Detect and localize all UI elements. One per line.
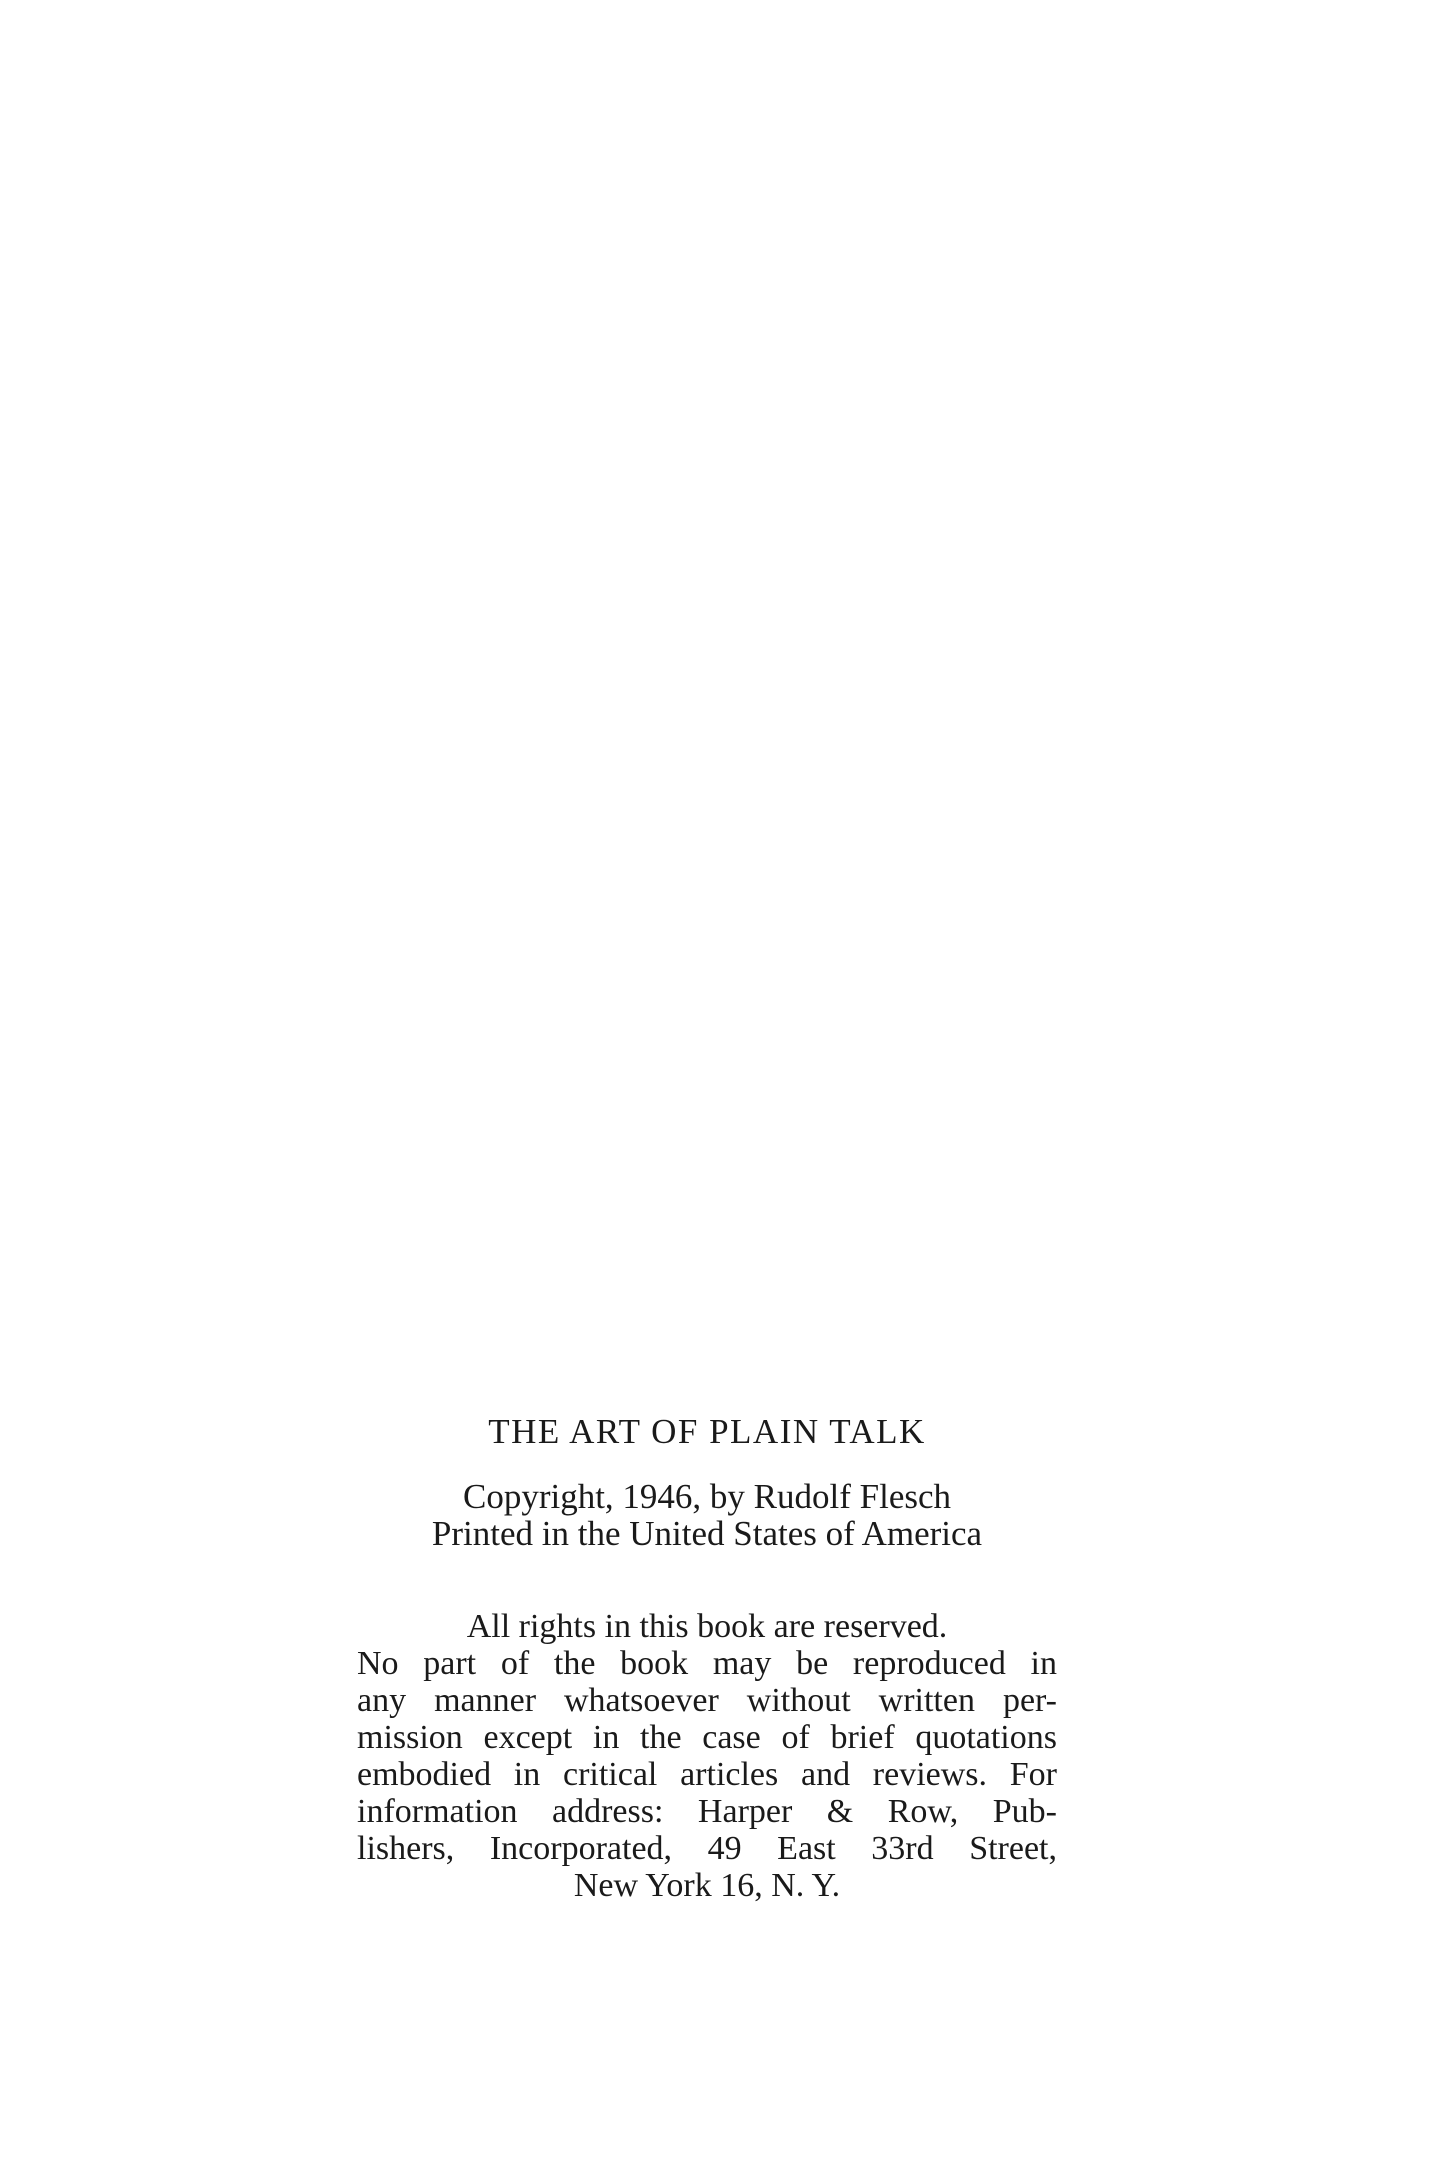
rights-line: embodied in critical articles and reviews. For — [357, 1756, 1057, 1793]
copyright-line: Copyright, 1946, by Rudolf Flesch — [462, 1477, 952, 1516]
rights-line: mission except in the case of brief quotations — [357, 1719, 1057, 1756]
book-title: THE ART OF PLAIN TALK — [488, 1412, 926, 1451]
rights-first-line: All rights in this book are reserved. — [466, 1608, 948, 1645]
printed-in-line: Printed in the United States of America — [431, 1514, 983, 1553]
rights-line: No part of the book may be reproduced in — [357, 1645, 1057, 1682]
rights-notice — [357, 1608, 1057, 1904]
copyright-notice — [357, 1478, 1057, 1552]
rights-line: any manner whatsoever without written per- — [357, 1682, 1057, 1719]
rights-line: information address: Harper & Row, Pub- — [357, 1793, 1057, 1830]
copyright-page — [357, 1410, 1057, 1904]
rights-last-line: New York 16, N. Y. — [573, 1867, 841, 1904]
rights-line: lishers, Incorporated, 49 East 33rd Street, — [357, 1830, 1057, 1867]
